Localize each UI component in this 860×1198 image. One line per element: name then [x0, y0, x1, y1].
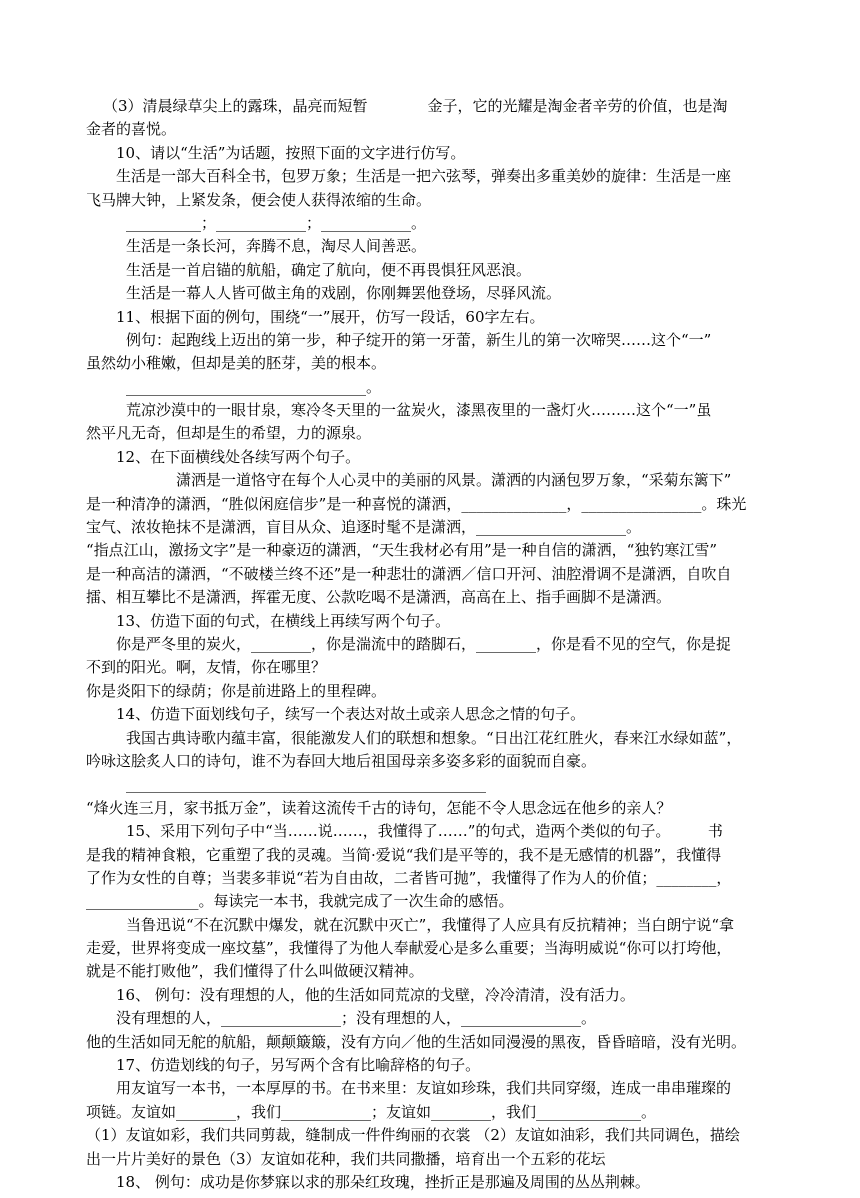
text-line: “烽火连三月，家书抵万金”，读着这流传千古的诗句，怎能不令人思念远在他乡的亲人？: [86, 798, 672, 817]
text-line: 擂、相互攀比不是潇洒，挥霍无度、公款吃喝不是潇洒，高高在上、指手画脚不是潇洒。: [86, 588, 672, 607]
answer-blank-line: ________________________________________________: [126, 775, 486, 794]
question-heading: 15、采用下列句子中“当……说……，我懂得了……”的句式，造两个类似的句子。 书: [126, 822, 723, 841]
text-line: 吟咏这脍炙人口的诗句，谁不为春回大地后祖国母亲多姿多彩的面貌而自豪。: [86, 751, 597, 770]
text-line: 虽然幼小稚嫩，但却是美的胚芽，美的根本。: [86, 354, 387, 373]
text-line: 他的生活如同无舵的航船，颠颠簸簸，没有方向／他的生活如同漫漫的黑夜，昏昏暗暗，没有光明。: [86, 1032, 747, 1051]
text-line: “指点江山，激扬文字”是一种豪迈的潇洒，“天生我材必有用”是一种自信的潇洒，“独钓寒江雪”: [86, 541, 718, 560]
text-line: 是一种高洁的潇洒，“不破楼兰终不还”是一种悲壮的潇洒／信口开河、油腔滑调不是潇洒，自吹自: [86, 564, 732, 583]
text-line: 走爱，世界将变成一座坟墓”，我懂得了为他人奉献爱心是多么重要；当海明威说“你可以打垮他，: [86, 939, 732, 958]
text-line: 项链。友谊如________，我们____________；友谊如________，我们______________。: [86, 1102, 657, 1121]
text-line: （3）清晨绿草尖上的露珠，晶亮而短暂 金子，它的光耀是淘金者辛劳的价值，也是淘: [103, 97, 728, 115]
text-line: 是一种清净的潇洒，“胜似闲庭信步”是一种喜悦的潇洒，______________，________________。珠光: [86, 494, 747, 513]
text-line: 荒凉沙漠中的一眼甘泉，寒冷冬天里的一盆炭火，漆黑夜里的一盏灯火………这个“一”虽: [126, 401, 712, 420]
text-line: 飞马牌大钟，上紧发条，便会使人获得浓缩的生命。: [86, 190, 432, 209]
question-heading: 18、 例句：成功是你梦寐以求的那朵红玫瑰，挫折正是那遍及周围的丛丛荆棘。: [116, 1172, 650, 1191]
text-line: 你是严冬里的炭火，________，你是湍流中的踏脚石，________，你是看不见的空气，你是捉: [116, 634, 732, 653]
text-line: 你是炎阳下的绿荫；你是前进路上的里程碑。: [86, 681, 387, 700]
text-line: 当鲁迅说“不在沉默中爆发，就在沉默中灭亡”，我懂得了人应具有反抗精神；当白朗宁说“拿: [126, 915, 735, 934]
text-line: 了作为女性的自尊；当裴多菲说“若为自由故，二者皆可抛”，我懂得了作为人的价值；________，: [86, 868, 732, 887]
text-line: 出一片片美好的景色（3）友谊如花种，我们共同撒播，培育出一个五彩的花坛: [86, 1149, 606, 1168]
text-line: 我国古典诗歌内蕴丰富，很能激发人们的联想和想象。“日出江花红胜火，春来江水绿如蓝”，: [126, 728, 742, 747]
question-heading: 12、在下面横线处各续写两个句子。: [116, 447, 361, 466]
text-line: 是我的精神食粮，它重塑了我的灵魂。当简·爱说“我们是平等的，我不是无感情的机器”，我懂得: [86, 845, 722, 864]
text-line: 用友谊写一本书，一本厚厚的书。在书来里：友谊如珍珠，我们共同穿缀，连成一串串璀璨的: [116, 1079, 732, 1098]
text-line: 生活是一条长河，奔腾不息，淘尽人间善恶。: [126, 237, 427, 256]
text-line: 宝气、浓妆艳抹不是潇洒，盲目从众、追逐时髦不是潇洒，____________________。: [86, 518, 642, 537]
text-line: 生活是一首启锚的航船，确定了航向，便不再畏惧狂风恶浪。: [126, 260, 532, 279]
question-heading: 11、根据下面的例句，围绕“一”展开，仿写一段话，60字左右。: [116, 307, 545, 326]
text-line: 金者的喜悦。: [86, 120, 177, 139]
text-line: 就是不能打败他”，我们懂得了什么叫做硬汉精神。: [86, 962, 424, 981]
text-line: 例句：起跑线上迈出的第一步，种子绽开的第一牙蕾，新生儿的第一次啼哭……这个“一”: [126, 330, 712, 349]
question-heading: 17、仿造划线的句子，另写两个含有比喻辞格的句子。: [116, 1056, 481, 1075]
text-line: 潇洒是一道恪守在每个人心灵中的美丽的风景。潇洒的内涵包罗万象，“采菊东篱下”: [176, 471, 732, 490]
question-heading: 10、请以“生活”为话题，按照下面的文字进行仿写。: [116, 143, 466, 162]
answer-blank-line: ________________________________。: [126, 377, 382, 396]
answer-blank-line: __________；____________；____________。: [126, 213, 427, 232]
text-line: （1）友谊如彩，我们共同剪裁，缝制成一件件绚丽的衣裳 （2）友谊如油彩，我们共同调色，描绘: [86, 1126, 740, 1145]
text-line: 不到的阳光。啊，友情，你在哪里？: [86, 658, 327, 677]
text-line: 然平凡无奇，但却是生的希望，力的源泉。: [86, 424, 372, 443]
text-line: 生活是一幕人人皆可做主角的戏剧，你刚舞罢他登场，尽驿风流。: [126, 284, 562, 303]
question-heading: 16、 例句：没有理想的人，他的生活如同荒凉的戈壁，冷冷清清，没有活力。: [116, 985, 635, 1004]
text-line: 生活是一部大百科全书，包罗万象；生活是一把六弦琴，弹奏出多重美妙的旋律：生活是一座: [116, 167, 732, 186]
text-line: 没有理想的人，________________；没有理想的人，________________。: [116, 1009, 597, 1028]
text-line: _______________。每读完一本书，我就完成了一次生命的感悟。: [86, 892, 514, 911]
question-heading: 14、仿造下面划线句子，续写一个表达对故土或亲人思念之情的句子。: [116, 705, 586, 724]
question-heading: 13、仿造下面的句式，在横线上再续写两个句子。: [116, 611, 451, 630]
